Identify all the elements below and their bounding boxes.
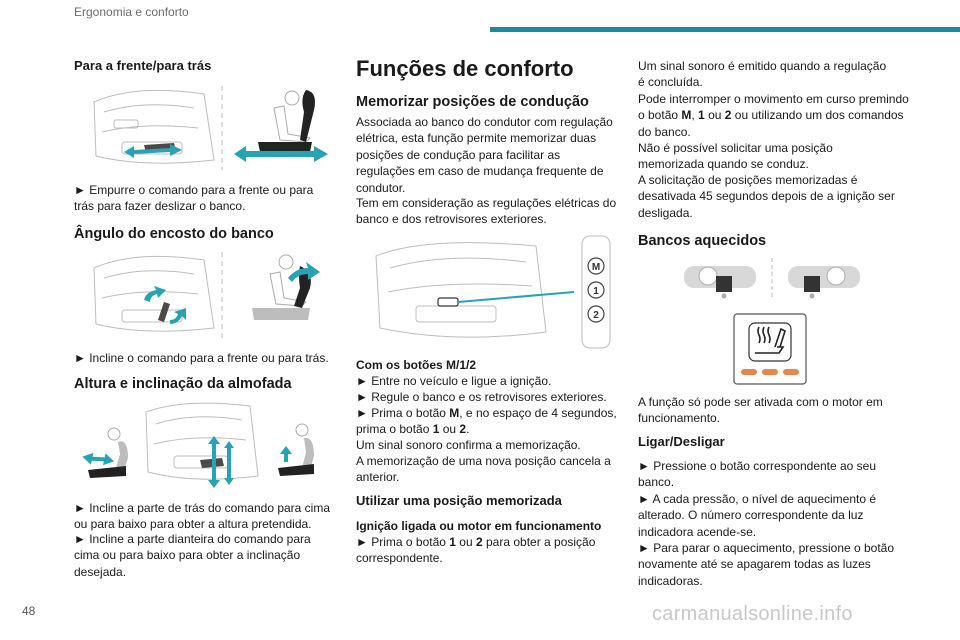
memory-panel-icon xyxy=(438,298,458,306)
svg-text:1: 1 xyxy=(593,286,599,297)
subsection-title-buttons: Com os botões M/1/2 xyxy=(356,358,477,372)
steering-wheel-icon-left xyxy=(684,266,756,299)
subsection-title-onoff: Ligar/Desligar xyxy=(638,434,725,449)
svg-text:2: 2 xyxy=(593,310,599,321)
text-cushion-tilt: ► Incline a parte dianteira do comando para cima ou para baixo para obter a inclinação desejada. xyxy=(74,532,311,579)
step-adjust-seat: ► Regule o banco e os retrovisores exteriores. xyxy=(356,390,607,404)
heat-level-led-3 xyxy=(783,369,799,375)
figure-heated-seats-dash xyxy=(678,256,868,302)
watermark: carmanualsonline.info xyxy=(652,603,853,625)
step-press-seat-button: ► Pressione o botão correspondente ao seu banco. xyxy=(638,459,877,490)
text-ignition-on: Ignição ligada ou motor em funcionamento xyxy=(356,519,602,533)
figure-memory-buttons xyxy=(356,232,618,350)
seat-side-view-icon xyxy=(252,255,311,320)
section-title-backrest-angle: Ângulo do encosto do banco xyxy=(74,226,274,242)
page-number: 48 xyxy=(22,604,36,618)
seat-side-view-icon-left xyxy=(81,428,128,478)
figure-cushion-height xyxy=(74,398,336,488)
text-forward-back: ► Empurre o comando para a frente ou para trás para fazer deslizar o banco. xyxy=(74,183,314,214)
heat-level-led-1 xyxy=(741,369,757,375)
step-stop-heating: ► Para parar o aquecimento, pressione o botão novamente até se apagarem todas as luzes indicadoras. xyxy=(638,541,895,588)
figure-seat-slide xyxy=(74,82,336,172)
memory-button-2[interactable] xyxy=(588,306,604,322)
figure-backrest-angle xyxy=(74,248,336,340)
step-press-m: ► Prima o botão M, e no espaço de 4 segundos, prima o botão 1 ou 2. xyxy=(356,406,617,437)
section-title-cushion-height: Altura e inclinação da almofada xyxy=(74,376,292,392)
section-title-forward-back: Para a frente/para trás xyxy=(74,58,212,73)
vertical-arrow-icon xyxy=(224,441,234,485)
pointer-line xyxy=(458,292,574,302)
text-memorize-intro: Associada ao banco do condutor com regulação elétrica, esta função permite memorizar duas posições de condução para facilitar as regulações em caso de mudança frequente de condutor. xyxy=(356,115,613,195)
page-title: Funções de conforto xyxy=(356,56,574,81)
text-confirm-sound: Um sinal sonoro confirma a memorização. xyxy=(356,438,581,452)
seat-side-view-icon xyxy=(258,90,315,152)
text-memorize-cancel: A memorização de uma nova posição cancela a anterior. xyxy=(356,454,611,485)
text-cushion-height: ► Incline a parte de trás do comando para cima ou para baixo para obter a altura pretendida. xyxy=(74,501,331,532)
text-interrupt: Pode interromper o movimento em curso premindo o botão M, 1 ou 2 ou utilizando um dos comandos do banco. xyxy=(638,92,909,139)
header-accent-bar xyxy=(490,27,960,32)
text-sound-complete: Um sinal sonoro é emitido quando a regulação é concluída. xyxy=(638,59,887,90)
text-memorize-scope: Tem em consideração as regulações elétricas do banco e dos retrovisores exteriores. xyxy=(356,196,617,227)
backrest-switch-icon xyxy=(158,302,170,322)
text-engine-running: A função só pode ser ativada com o motor em funcionamento. xyxy=(638,395,883,426)
steering-wheel-icon-right xyxy=(788,266,860,299)
heat-level-led-2 xyxy=(762,369,778,375)
step-heat-level: ► A cada pressão, o nível de aquecimento é alterado. O número correspondente da luz indicadora acende-se. xyxy=(638,492,877,539)
text-deactivated: A solicitação de posições memorizadas é desativada 45 segundos depois de a ignição ser desligada. xyxy=(638,173,895,220)
step-enter-vehicle: ► Entre no veículo e ligue a ignição. xyxy=(356,374,552,388)
memory-button-m[interactable] xyxy=(588,258,604,274)
svg-text:M: M xyxy=(591,262,601,273)
subsection-title-use: Utilizar uma posição memorizada xyxy=(356,493,562,508)
running-header: Ergonomia e conforto xyxy=(74,5,189,19)
seat-control-panel-icon xyxy=(376,243,546,337)
heated-seat-button[interactable] xyxy=(733,313,807,385)
text-backrest-angle: ► Incline o comando para a frente ou para trás. xyxy=(74,351,329,365)
seat-side-view-icon-right xyxy=(278,424,314,476)
step-press-position: ► Prima o botão 1 ou 2 para obter a posição correspondente. xyxy=(356,535,596,566)
memory-button-1[interactable] xyxy=(588,282,604,298)
text-not-while-driving: Não é possível solicitar uma posição memorizada quando se conduz. xyxy=(638,141,833,172)
section-title-memorize: Memorizar posições de condução xyxy=(356,94,589,110)
section-title-heated-seats: Bancos aquecidos xyxy=(638,233,767,249)
